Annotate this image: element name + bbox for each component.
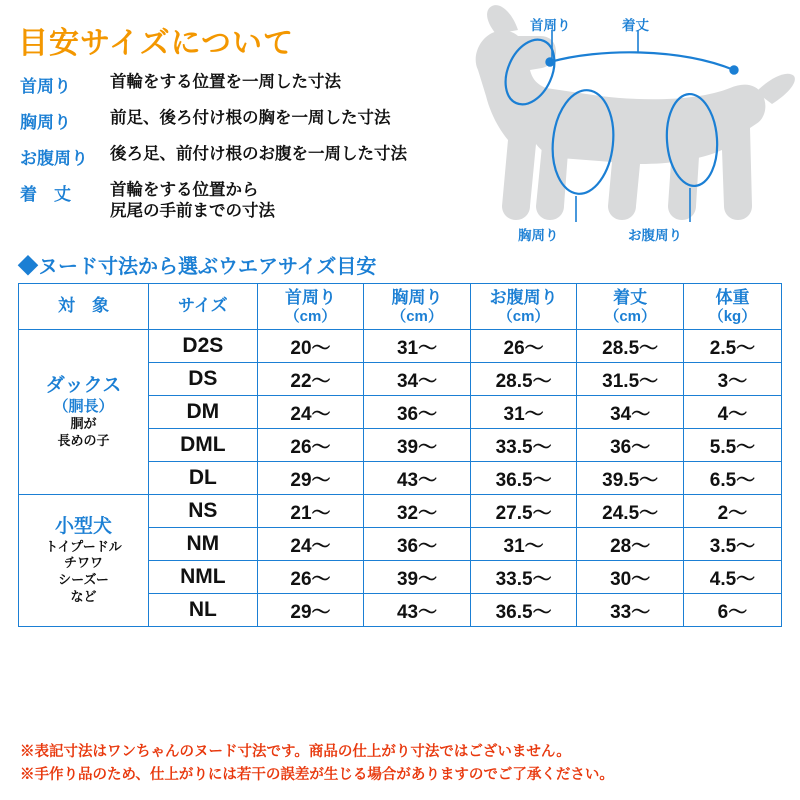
cell-size: D2S [149, 330, 258, 363]
definition-description: 首輪をする位置を一周した寸法 [110, 73, 341, 91]
group-note-2: 長めの子 [57, 433, 110, 449]
header-length-unit: （cm） [604, 307, 656, 325]
table-header [19, 284, 782, 330]
table-row [19, 495, 782, 528]
definition-description: 後ろ足、前付け根のお腹を一周した寸法 [110, 145, 407, 163]
cell-size: DML [149, 429, 258, 462]
group-name: 小型犬 [54, 515, 112, 537]
note-line-2: ※手作り品のため、仕上がりには若干の誤差が生じる場合がありますのでご了承ください。 [20, 766, 614, 783]
header-chest [364, 284, 471, 330]
header-belly-unit: （cm） [497, 307, 550, 325]
header-weight [683, 284, 781, 330]
definition-term: お腹周り [20, 149, 88, 168]
header-size [149, 284, 258, 330]
group-label-small-dog [19, 495, 149, 627]
definition-term: 首周り [20, 77, 71, 96]
group-name: ダックス [45, 374, 122, 396]
cell-neck: 26〜 [257, 429, 364, 462]
cell-neck: 24〜 [257, 396, 364, 429]
cell-size: NML [149, 561, 258, 594]
header-neck-label: 首周り [284, 287, 336, 307]
group-subname: （胴長） [53, 397, 114, 415]
header-length-label: 着丈 [613, 287, 648, 307]
cell-belly: 31〜 [470, 528, 577, 561]
dog-measurement-diagram [400, 0, 800, 255]
cell-size: NL [149, 594, 258, 627]
cell-belly: 31〜 [470, 396, 577, 429]
cell-chest: 36〜 [364, 396, 471, 429]
group-note-4: など [70, 589, 97, 605]
cell-length: 28.5〜 [577, 330, 684, 363]
group-note-1: 胴が [70, 416, 97, 432]
header-size-label: サイズ [178, 296, 228, 316]
cell-weight: 6.5〜 [683, 462, 781, 495]
header-chest-label: 胸周り [391, 287, 443, 307]
cell-length: 24.5〜 [577, 495, 684, 528]
cell-size: DS [149, 363, 258, 396]
cell-chest: 31〜 [364, 330, 471, 363]
cell-neck: 29〜 [257, 594, 364, 627]
page-title: 目安サイズについて [18, 27, 294, 60]
cell-chest: 39〜 [364, 561, 471, 594]
cell-neck: 21〜 [257, 495, 364, 528]
cell-length: 30〜 [577, 561, 684, 594]
header-target-label: 対 象 [58, 296, 109, 316]
definition-term: 胸周り [20, 113, 71, 132]
cell-belly: 27.5〜 [470, 495, 577, 528]
header-neck-unit: （cm） [284, 307, 337, 325]
header-neck [257, 284, 364, 330]
definition-description: 前足、後ろ付け根の胸を一周した寸法 [110, 109, 391, 127]
cell-chest: 36〜 [364, 528, 471, 561]
dog-illustration [400, 0, 800, 255]
cell-size: DM [149, 396, 258, 429]
cell-size: NS [149, 495, 258, 528]
group-label-dachshund [19, 330, 149, 495]
cell-neck: 26〜 [257, 561, 364, 594]
header-weight-label: 体重 [715, 287, 750, 307]
cell-weight: 4〜 [683, 396, 781, 429]
cell-length: 28〜 [577, 528, 684, 561]
header-chest-unit: （cm） [391, 307, 443, 325]
cell-chest: 34〜 [364, 363, 471, 396]
label-belly: お腹周り [628, 228, 682, 243]
cell-chest: 43〜 [364, 594, 471, 627]
cell-belly: 26〜 [470, 330, 577, 363]
definition-description [110, 180, 275, 222]
cell-weight: 6〜 [683, 594, 781, 627]
table-header-row [19, 284, 782, 330]
size-table [18, 283, 782, 627]
definition-term: 着 丈 [20, 185, 71, 204]
cell-belly: 33.5〜 [470, 561, 577, 594]
header-weight-unit: （kg） [708, 307, 757, 325]
cell-chest: 32〜 [364, 495, 471, 528]
group-note-1: トイプードル [45, 538, 122, 554]
section-heading: ◆ヌード寸法から選ぶウエアサイズ目安 [18, 256, 377, 278]
cell-length: 39.5〜 [577, 462, 684, 495]
length-measure-line [550, 52, 734, 70]
header-length [577, 284, 684, 330]
cell-neck: 20〜 [257, 330, 364, 363]
cell-length: 31.5〜 [577, 363, 684, 396]
header-belly-label: お腹周り [489, 287, 558, 307]
label-length: 着丈 [622, 18, 649, 33]
cell-length: 33〜 [577, 594, 684, 627]
cell-weight: 5.5〜 [683, 429, 781, 462]
notes-section [20, 741, 790, 786]
definition-description-line2: 尻尾の手前までの寸法 [110, 202, 275, 221]
table-row [19, 330, 782, 363]
cell-weight: 3〜 [683, 363, 781, 396]
label-neck: 首周り [530, 18, 571, 33]
cell-chest: 43〜 [364, 462, 471, 495]
cell-neck: 24〜 [257, 528, 364, 561]
header-target [19, 284, 149, 330]
cell-belly: 36.5〜 [470, 594, 577, 627]
cell-weight: 2〜 [683, 495, 781, 528]
cell-neck: 22〜 [257, 363, 364, 396]
cell-chest: 39〜 [364, 429, 471, 462]
table-body [19, 330, 782, 627]
cell-length: 36〜 [577, 429, 684, 462]
cell-belly: 36.5〜 [470, 462, 577, 495]
cell-belly: 33.5〜 [470, 429, 577, 462]
group-note-3: シーズー [58, 572, 109, 588]
cell-length: 34〜 [577, 396, 684, 429]
cell-weight: 2.5〜 [683, 330, 781, 363]
cell-weight: 4.5〜 [683, 561, 781, 594]
cell-weight: 3.5〜 [683, 528, 781, 561]
label-chest: 胸周り [518, 228, 559, 243]
cell-neck: 29〜 [257, 462, 364, 495]
header-belly [470, 284, 577, 330]
group-note-2: チワワ [63, 555, 103, 571]
cell-belly: 28.5〜 [470, 363, 577, 396]
cell-size: NM [149, 528, 258, 561]
note-line-1: ※表記寸法はワンちゃんのヌード寸法です。商品の仕上がり寸法ではございません。 [20, 744, 571, 761]
definition-description-line1: 首輪をする位置から [110, 181, 259, 199]
cell-size: DL [149, 462, 258, 495]
